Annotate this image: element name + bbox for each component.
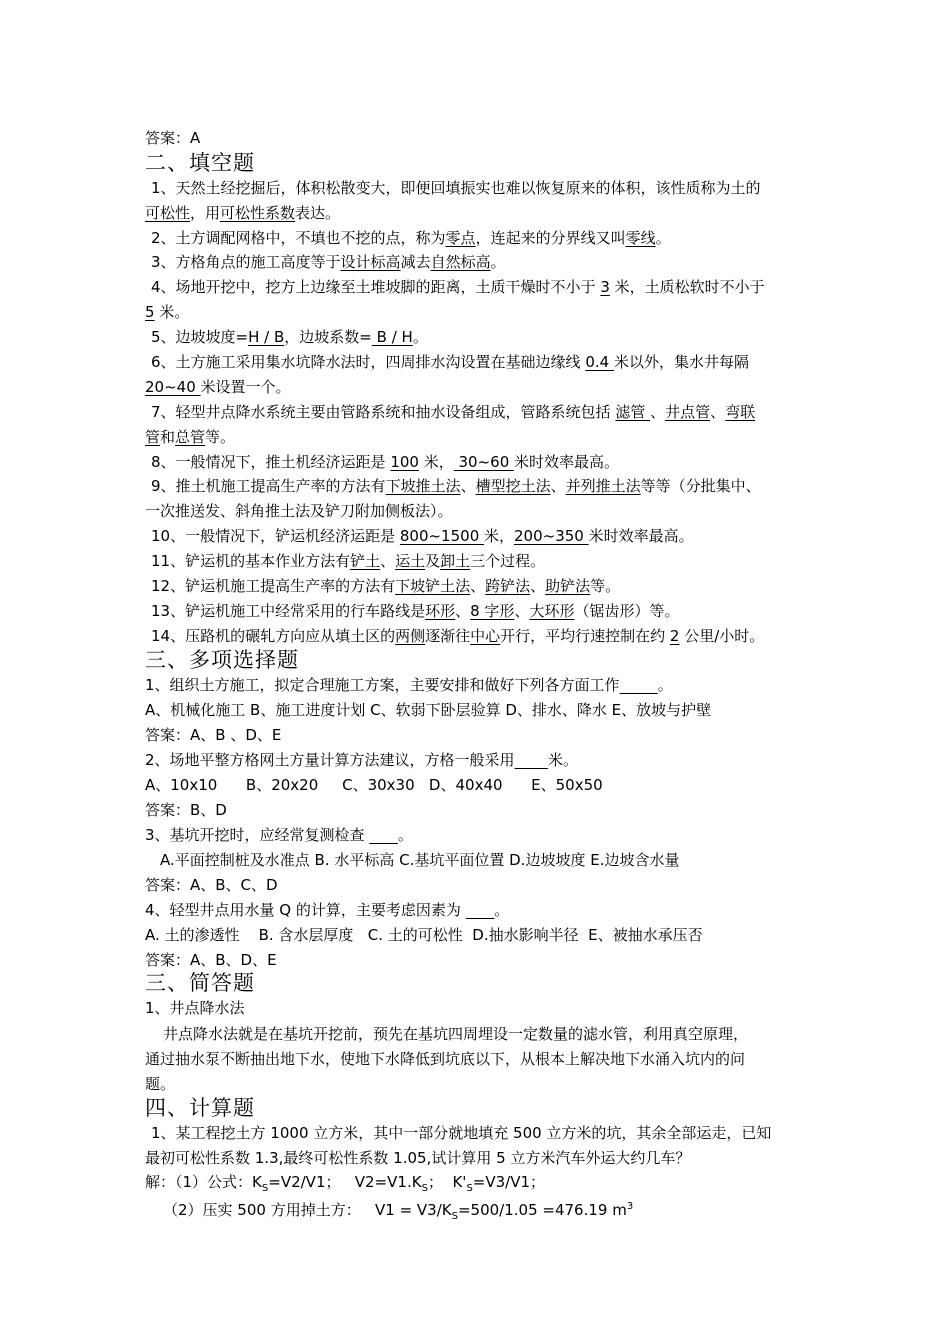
multi-q1-options: A、机械化施工 B、施工进度计划 C、软弱下卧层验算 D、排水、降水 E、放坡与护壁 [145, 701, 712, 719]
blank-answer: 零线 [625, 229, 656, 247]
fill-q1-line2: 可松性，用可松性系数表达。 [145, 204, 341, 222]
blank-answer: 两侧 [395, 627, 426, 645]
blank-answer: 2 [669, 627, 680, 645]
fill-q12: 12、铲运机施工提高生产率的方法有下坡铲土法、跨铲法、助铲法等。 [151, 577, 621, 595]
fill-q5: 5、边坡坡度=H / B，边坡系数= B / H。 [151, 328, 428, 346]
blank-answer: 20~40 [145, 378, 201, 396]
multi-q3-answer: 答案：A、B、C、D [145, 876, 278, 894]
blank-answer: 槽型挖土法 [475, 477, 551, 495]
blank-answer: 800~1500 [399, 527, 484, 545]
fill-q3: 3、方格角点的施工高度等于设计标高减去自然标高。 [151, 253, 506, 271]
short-q1: 1、井点降水法 [145, 999, 245, 1017]
blank-answer: H / B [248, 328, 285, 346]
multi-q3: 3、基坑开挖时，应经常复测检查 。 [145, 826, 413, 844]
blank-answer: 助铲法 [545, 577, 591, 595]
multi-q2-answer: 答案：B、D [145, 801, 227, 819]
short-a1-line2: 通过抽水泵不断抽出地下水，使地下水降低到坑底以下，从根本上解决地下水涌入坑内的问 [145, 1050, 746, 1068]
blank-answer: B / H [371, 328, 413, 346]
fill-q4-line1: 4、场地开挖中，挖方上边缘至土堆坡脚的距离，土质干燥时不小于 3 米，土质松软时不小于 [151, 278, 765, 296]
blank-answer: 运土 [395, 552, 426, 570]
multi-q2: 2、场地平整方格网土方量计算方法建议，方格一般采用 米。 [145, 751, 578, 769]
section-heading-fill: 二、填空题 [145, 151, 255, 175]
fill-q6-line2: 20~40 米设置一个。 [145, 378, 291, 396]
blank-answer: 下坡铲土法 [395, 577, 471, 595]
blank-answer: 总管 [175, 428, 206, 446]
multi-q4-answer: 答案：A、B、D、E [145, 951, 277, 969]
blank-answer: 5 [145, 303, 155, 321]
fill-q7-line2: 管和总管等。 [145, 428, 236, 446]
short-a1-line1: 井点降水法就是在基坑开挖前，预先在基坑四周埋设一定数量的滤水管，利用真空原理， [163, 1025, 749, 1043]
fill-q14: 14、压路机的碾轧方向应从填土区的两侧逐渐往中心开行，平均行速控制在约 2 公里/小时。 [151, 627, 765, 645]
blank-answer: 滤管 [615, 403, 651, 421]
blank-answer: 井点管 [665, 403, 711, 421]
fill-q4-line2: 5 米。 [145, 303, 190, 321]
blank-answer: 200~350 [514, 527, 589, 545]
blank-answer: 铲土 [350, 552, 381, 570]
fill-q10: 10、一般情况下，铲运机经济运距是 800~1500 米，200~350 米时效率最高。 [151, 527, 694, 545]
blank-answer: 环形 [425, 602, 456, 620]
blank-answer: 管 [145, 428, 161, 446]
blank-answer: 0.4 [585, 353, 614, 371]
blank-answer: 弯联 [725, 403, 756, 421]
blank-answer: 自然标高 [430, 253, 491, 271]
multi-q2-options: A、10x10 B、20x20 C、30x30 D、40x40 E、50x50 [145, 776, 603, 794]
fill-q13: 13、铲运机施工中经常采用的行车路线是环形、8 字形、大环形（锯齿形）等。 [151, 602, 680, 620]
calc-q1-line2: 最初可松性系数 1.3,最终可松性系数 1.05,试计算用 5 立方米汽车外运大约几车？ [145, 1149, 691, 1167]
section-heading-multi: 三、多项选择题 [145, 648, 299, 672]
blank-answer: 卸土 [440, 552, 471, 570]
blank-answer: 零点 [445, 229, 476, 247]
answer-line: 答案：A [145, 129, 201, 147]
blank-answer: 设计标高 [340, 253, 401, 271]
multi-q4-options: A. 土的渗透性 B. 含水层厚度 C. 土的可松性 D.抽水影响半径 E、被抽水承压否 [145, 926, 703, 944]
blank-answer: 100 [390, 453, 419, 471]
blank-answer: 并列推土法 [565, 477, 641, 495]
calc-q1-line1: 1、某工程挖土方 1000 立方米，其中一部分就地填充 500 立方米的坑，其余全部运走，已知 [151, 1124, 772, 1142]
calc-solution-1: 解：（1）公式：$K_S=V2/V1$； $V2=V1.K_S$； $K'_S=V3/V1$； [145, 1173, 546, 1194]
blank-answer: 可松性 [145, 204, 191, 222]
section-heading-calc: 四、计算题 [145, 1096, 255, 1120]
short-a1-line3: 题。 [145, 1075, 176, 1093]
fill-q1-line1: 1、天然土经挖掘后，体积松散变大，即便回填振实也难以恢复原来的体积，该性质称为土的 [151, 179, 761, 197]
blank-answer: 30~60 [453, 453, 515, 471]
fill-q11: 11、铲运机的基本作业方法有铲土、运土及卸土三个过程。 [151, 552, 546, 570]
fill-q6-line1: 6、土方施工采用集水坑降水法时，四周排水沟设置在基础边缘线 0.4 米以外，集水井每隔 [151, 353, 749, 371]
blank-answer: 8 字形 [470, 602, 515, 620]
blank-answer: 下坡推土法 [385, 477, 461, 495]
blank-answer: 3 [600, 278, 610, 296]
multi-q1-answer: 答案：A、B 、D、E [145, 726, 282, 744]
blank-answer: 中心 [470, 627, 501, 645]
fill-q9-line2: 一次推送发、斜角推土法及铲刀附加侧板法）。 [145, 502, 453, 520]
blank-answer: 跨铲法 [485, 577, 531, 595]
fill-q2: 2、土方调配网格中，不填也不挖的点，称为零点，连起来的分界线又叫零线。 [151, 229, 671, 247]
blank-answer: 可松性系数 [220, 204, 296, 222]
fill-q9-line1: 9、推土机施工提高生产率的方法有下坡推土法、槽型挖土法、并列推土法等等（分批集中、 [151, 477, 761, 495]
blank-answer: 大环形 [529, 602, 575, 620]
multi-q3-options: A.平面控制桩及水准点 B. 水平标高 C.基坑平面位置 D.边坡坡度 E.边坡含水量 [160, 851, 680, 869]
fill-q7-line1: 7、轻型井点降水系统主要由管路系统和抽水设备组成，管路系统包括 滤管 、井点管、弯联 [151, 403, 756, 421]
multi-q1: 1、组织土方施工，拟定合理施工方案，主要安排和做好下列各方面工作 。 [145, 676, 673, 694]
multi-q4: 4、轻型井点用水量 Q 的计算，主要考虑因素为 。 [145, 901, 510, 919]
fill-q8: 8、一般情况下，推土机经济运距是 100 米， 30~60 米时效率最高。 [151, 453, 620, 471]
calc-solution-2: （2）压实 500 方用掉土方： $V1 = V3/K_S=500/1.05 =476.19$ $m^3$ [163, 1201, 634, 1222]
section-heading-short: 三、简答题 [145, 971, 255, 995]
